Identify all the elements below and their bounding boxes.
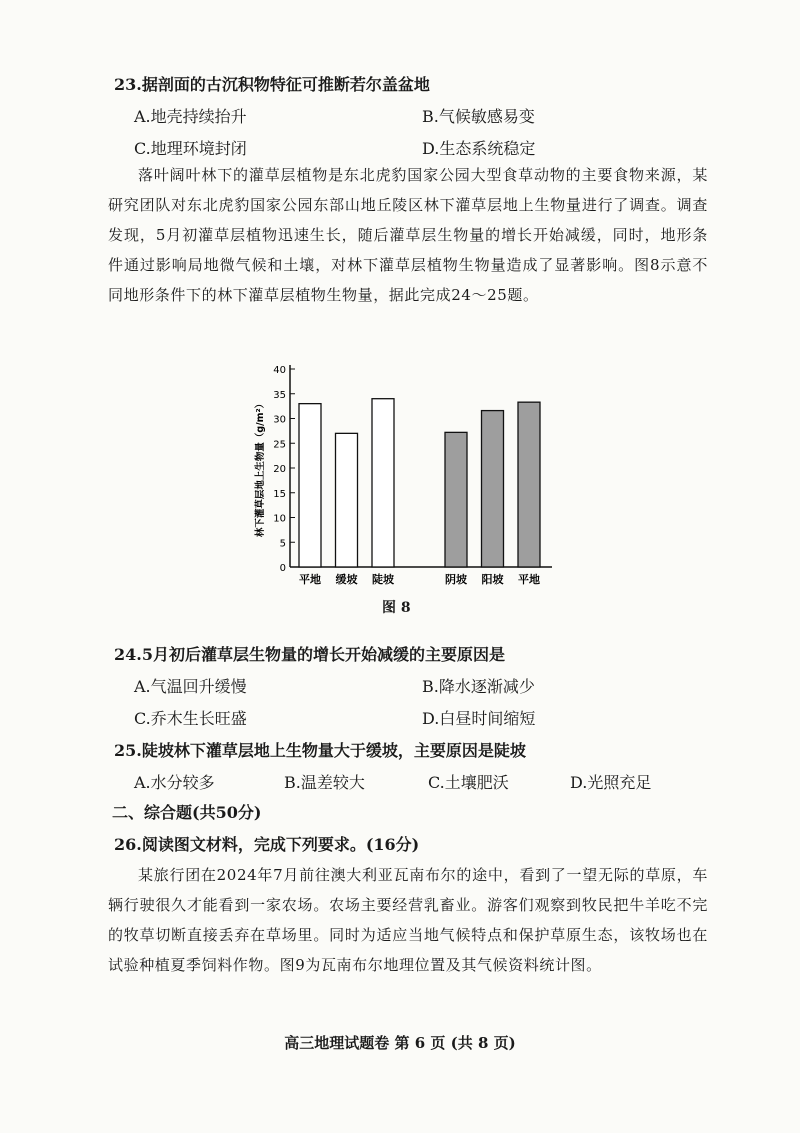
- y-tick-label-3: 15: [273, 488, 286, 500]
- passage-forest-biomass: 落叶阔叶林下的灌草层植物是东北虎豹国家公园大型食草动物的主要食物来源，某研究团队对东北虎豹国家公园东部山地丘陵区林下灌草层地上生物量进行了调查。调查发现，5月初灌草层植物迅速生长，随后灌草层生物量的增长开始减缓，同时，地形条件通过影响局地微气候和土壤，对林下灌草层植物生物量造成了显著影响。图8示意不同地形条件下的林下灌草层植物生物量，据此完成24～25题。: [108, 166, 708, 304]
- x-tick-label-0-1: 缓坡: [335, 573, 358, 586]
- bar-aspect-1: [482, 411, 504, 567]
- bar-aspect-0: [445, 432, 467, 567]
- y-axis-label: 林下灌草层地上生物量（g/m²）: [255, 398, 266, 538]
- x-tick-label-1-2: 平地: [518, 573, 540, 586]
- bar-slope-1: [336, 433, 358, 567]
- x-tick-label-1-1: 阳坡: [481, 573, 504, 586]
- y-tick-label-6: 30: [273, 414, 286, 426]
- y-tick-label-0: 0: [279, 563, 286, 574]
- y-tick-label-4: 20: [273, 464, 286, 475]
- q24-option-a[interactable]: A.气温回升缓慢: [134, 677, 247, 696]
- x-tick-label-1-0: 阴坡: [445, 573, 467, 586]
- q24-option-d[interactable]: D.白昼时间缩短: [422, 709, 536, 728]
- x-tick-label-0-2: 陡坡: [372, 573, 394, 586]
- y-tick-label-2: 10: [273, 513, 286, 525]
- figure-8-label: 图 8: [382, 600, 411, 616]
- y-tick-label-8: 40: [273, 365, 286, 376]
- y-tick-label-1: 5: [279, 538, 286, 550]
- q23-option-d[interactable]: D.生态系统稳定: [422, 139, 536, 158]
- bar-aspect-2: [518, 402, 540, 567]
- q23-option-a[interactable]: A.地壳持续抬升: [134, 107, 247, 126]
- q24-option-b[interactable]: B.降水逐渐减少: [422, 677, 535, 696]
- q25-option-d[interactable]: D.光照充足: [570, 773, 652, 792]
- question-26-stem: 26.阅读图文材料，完成下列要求。(16分): [114, 835, 420, 854]
- question-25-stem: 25.陡坡林下灌草层地上生物量大于缓坡，主要原因是陡坡: [114, 741, 526, 760]
- q24-option-c[interactable]: C.乔木生长旺盛: [134, 709, 247, 728]
- x-tick-label-0-0: 平地: [299, 573, 321, 586]
- q25-option-c[interactable]: C.土壤肥沃: [428, 773, 509, 792]
- passage-warrnambool: 某旅行团在2024年7月前往澳大利亚瓦南布尔的途中，看到了一望无际的草原，车辆行驶很久才能看到一家农场。农场主要经营乳畜业。游客们观察到牧民把牛羊吃不完的牧草切断直接丢弃在草场里。同时为适应当地气候特点和保护草原生态，该牧场也在试验种植夏季饲料作物。图9为瓦南布尔地理位置及其气候资料统计图。: [108, 866, 708, 974]
- page-footer: 高三地理试题卷 第 6 页 (共 8 页): [284, 1034, 516, 1052]
- q25-option-a[interactable]: A.水分较多: [134, 773, 215, 792]
- question-24-stem: 24.5月初后灌草层生物量的增长开始减缓的主要原因是: [114, 645, 505, 664]
- bar-slope-2: [372, 399, 394, 567]
- y-tick-label-5: 25: [273, 439, 286, 451]
- bar-slope-0: [299, 404, 321, 567]
- q25-option-b[interactable]: B.温差较大: [284, 773, 365, 792]
- y-tick-label-7: 35: [273, 389, 286, 401]
- q23-option-b[interactable]: B.气候敏感易变: [422, 107, 535, 126]
- question-23-stem: 23.据剖面的古沉积物特征可推断若尔盖盆地: [114, 75, 430, 94]
- section-2-heading: 二、综合题(共50分): [112, 803, 262, 822]
- q23-option-c[interactable]: C.地理环境封闭: [134, 139, 247, 158]
